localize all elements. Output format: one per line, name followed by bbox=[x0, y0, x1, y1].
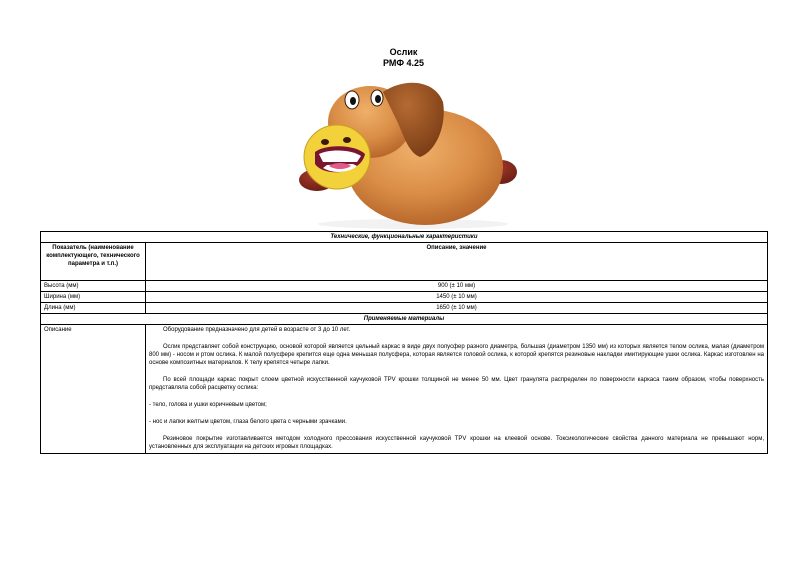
table-row bbox=[41, 303, 768, 314]
desc-paragraph: Ослик представляет собой конструкцию, основой которой является цельный каркас в виде двух полусфер разного диаметра, большая (диаметром 1350 мм) из которых является телом ослика, малая (диаметром 800 мм) - носом и ртом ослика. К малой полусфере крепится еще одна меньшая полусфера, которая является головой ослика, к которой крепятся резиновые накладки имитирующие ушки ослика. Каркас изготовлен на основе композитных материалов. К телу крепятся четыре лапки. bbox=[149, 344, 764, 366]
desc-paragraph: Оборудование предназначено для детей в возрасте от 3 до 10 лет. bbox=[163, 327, 351, 333]
description-cell bbox=[146, 325, 768, 454]
desc-list-item: - нос и лапки желтым цветом, глаза белого цвета с черными зрачками. bbox=[149, 419, 347, 425]
product-title: Ослик bbox=[389, 47, 418, 57]
column-header-value: Описание, значение bbox=[146, 243, 768, 281]
value-cell: 1450 (± 10 мм) bbox=[146, 292, 768, 303]
table-row bbox=[41, 281, 768, 292]
value-cell: 900 (± 10 мм) bbox=[146, 281, 768, 292]
table-row bbox=[41, 292, 768, 303]
product-code: РМФ 4.25 bbox=[382, 58, 425, 68]
desc-list-item: - тело, голова и ушки коричневым цветом; bbox=[149, 402, 267, 408]
table-row bbox=[41, 325, 768, 454]
column-header-param: Показатель (наименование комплектующего, технического параметра и т.п.) bbox=[41, 243, 146, 281]
value-cell: 1650 (± 10 мм) bbox=[146, 303, 768, 314]
param-cell: Ширина (мм) bbox=[41, 292, 146, 303]
spec-table bbox=[40, 231, 768, 454]
desc-label: Описание bbox=[41, 325, 146, 454]
section-specs-heading: Технические, функциональные характеристики bbox=[41, 232, 768, 243]
desc-paragraph: По всей площади каркас покрыт слоем цветной искусственной каучуковой TPV крошки толщиной не менее 50 мм. Цвет гранулята распределен по поверхности каркаса таким образом, чтобы поверхность представляла собой расцветку ослика: bbox=[149, 377, 764, 391]
section-materials-heading: Применяемые материалы bbox=[41, 314, 768, 325]
param-cell: Высота (мм) bbox=[41, 281, 146, 292]
param-cell: Длина (мм) bbox=[41, 303, 146, 314]
desc-paragraph: Резиновое покрытие изготавливается методом холодного прессования искусственной каучуковой TPV крошки на клеевой основе. Токсикологические свойства данного материала не превышают норм, установленных для эксплуатации на детских игровых площадках. bbox=[149, 436, 764, 450]
product-image bbox=[295, 72, 525, 230]
